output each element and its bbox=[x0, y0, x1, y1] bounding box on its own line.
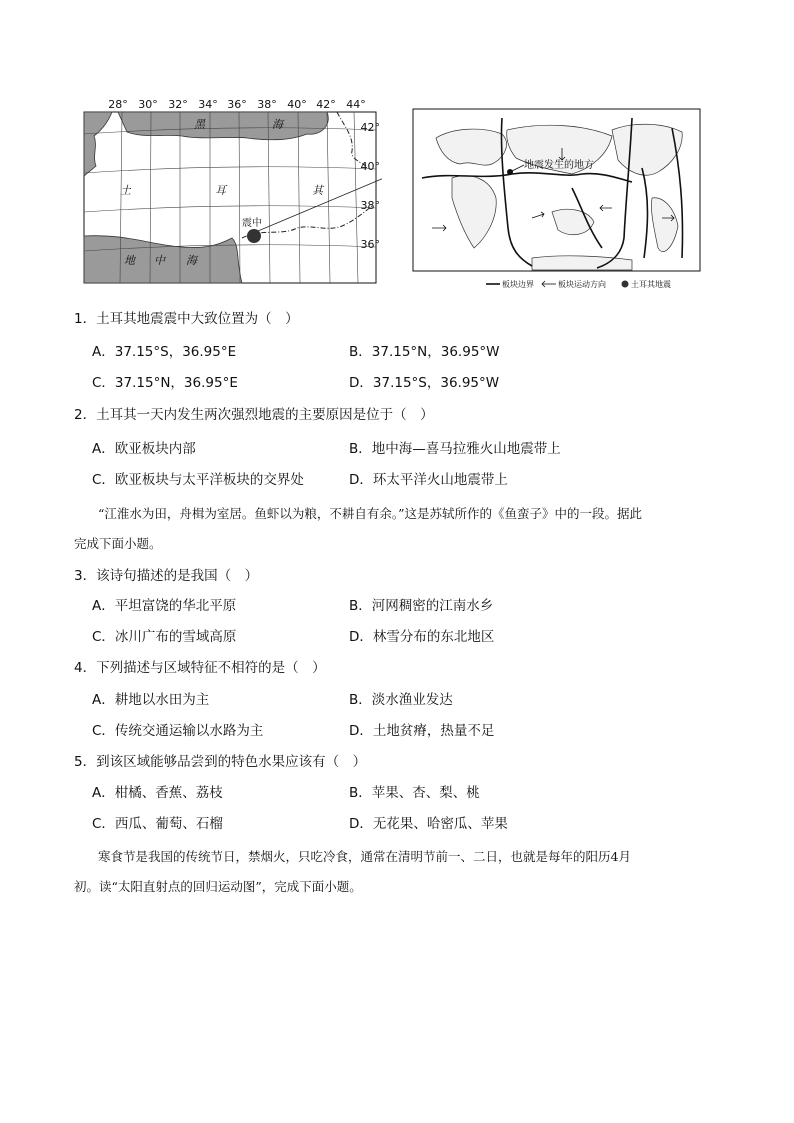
answer-option: B．淡水渔业发达 bbox=[349, 692, 453, 708]
answer-option: A．柑橘、香蕉、荔枝 bbox=[92, 785, 223, 801]
black-sea-label: 海 bbox=[272, 118, 283, 131]
question-stem: 4．下列描述与区域特征不相符的是（ ） bbox=[74, 660, 326, 676]
epicenter-marker bbox=[247, 229, 261, 243]
turkey-label: 土 bbox=[120, 184, 131, 197]
legend-quake-swatch bbox=[622, 281, 629, 288]
lat-label: 38° bbox=[360, 199, 380, 212]
answer-option: A．耕地以水田为主 bbox=[92, 692, 210, 708]
reading-passage bbox=[74, 848, 724, 896]
question-stem: 1．土耳其地震震中大致位置为（ ） bbox=[74, 311, 299, 327]
answer-option: C．冰川广布的雪域高原 bbox=[92, 629, 237, 645]
lat-label: 40° bbox=[360, 160, 380, 173]
lon-label: 32° bbox=[168, 98, 188, 111]
lon-label: 36° bbox=[227, 98, 247, 111]
lon-label: 30° bbox=[138, 98, 158, 111]
turkey-map bbox=[82, 96, 382, 286]
legend-direction: 板块运动方向 bbox=[558, 280, 606, 289]
lat-label: 42° bbox=[360, 121, 380, 134]
answer-option: B．苹果、杏、梨、桃 bbox=[349, 785, 480, 801]
figure-area bbox=[82, 96, 702, 296]
reading-passage bbox=[74, 505, 724, 553]
answer-option: A．平坦富饶的华北平原 bbox=[92, 598, 237, 614]
lon-label: 38° bbox=[257, 98, 277, 111]
med-sea-label: 海 bbox=[186, 254, 197, 267]
question-stem: 3．该诗句描述的是我国（ ） bbox=[74, 568, 259, 584]
passage-line: 寒食节是我国的传统节日，禁烟火，只吃冷食，通常在清明节前一、二日，也就是每年的阳历4月 bbox=[98, 849, 631, 864]
legend-boundary: 板块边界 bbox=[502, 280, 534, 289]
lon-label: 34° bbox=[198, 98, 218, 111]
legend-quake: 土耳其地震 bbox=[631, 280, 671, 289]
answer-option: C．传统交通运输以水路为主 bbox=[92, 723, 264, 739]
question-stem: 5．到该区域能够品尝到的特色水果应该有（ ） bbox=[74, 754, 367, 770]
question-stem: 2．土耳其一天内发生两次强烈地震的主要原因是位于（ ） bbox=[74, 407, 434, 423]
answer-option: C．37.15°N，36.95°E bbox=[92, 375, 238, 391]
passage-line: “江淮水为田，舟楫为室居。鱼虾以为粮，不耕自有余。”这是苏轼所作的《鱼蛮子》中的一段。据此 bbox=[98, 506, 643, 521]
passage-line: 完成下面小题。 bbox=[74, 536, 162, 551]
answer-option: D．环太平洋火山地震带上 bbox=[349, 472, 508, 488]
turkey-label: 其 bbox=[312, 184, 323, 197]
world-plate-map bbox=[412, 108, 702, 293]
lon-label: 28° bbox=[108, 98, 128, 111]
answer-option: C．西瓜、葡萄、石榴 bbox=[92, 816, 223, 832]
black-sea-shape bbox=[118, 112, 328, 140]
answer-option: C．欧亚板块与太平洋板块的交界处 bbox=[92, 472, 304, 488]
answer-option: A．37.15°S，36.95°E bbox=[92, 344, 237, 360]
answer-option: D．林雪分布的东北地区 bbox=[349, 629, 495, 645]
black-sea-label: 黑 bbox=[194, 118, 205, 131]
callout-label: 地震发生的地方 bbox=[524, 160, 594, 171]
answer-option: B．地中海—喜马拉雅火山地震带上 bbox=[349, 441, 561, 457]
map-legend bbox=[486, 279, 671, 289]
med-sea-label: 中 bbox=[154, 254, 165, 267]
answer-option: B．37.15°N，36.95°W bbox=[349, 344, 500, 360]
epicenter-label: 震中 bbox=[242, 218, 262, 229]
answer-option: D．37.15°S，36.95°W bbox=[349, 375, 500, 391]
lon-label: 44° bbox=[346, 98, 366, 111]
answer-option: D．土地贫瘠，热量不足 bbox=[349, 723, 495, 739]
turkey-label: 耳 bbox=[215, 184, 226, 197]
med-sea-label: 地 bbox=[124, 254, 135, 267]
lon-label: 42° bbox=[316, 98, 336, 111]
answer-option: D．无花果、哈密瓜、苹果 bbox=[349, 816, 508, 832]
answer-option: B．河网稠密的江南水乡 bbox=[349, 598, 494, 614]
lat-label: 36° bbox=[360, 238, 380, 251]
answer-option: A．欧亚板块内部 bbox=[92, 441, 196, 457]
lon-label: 40° bbox=[287, 98, 307, 111]
passage-line: 初。读“太阳直射点的回归运动图”，完成下面小题。 bbox=[74, 879, 362, 894]
